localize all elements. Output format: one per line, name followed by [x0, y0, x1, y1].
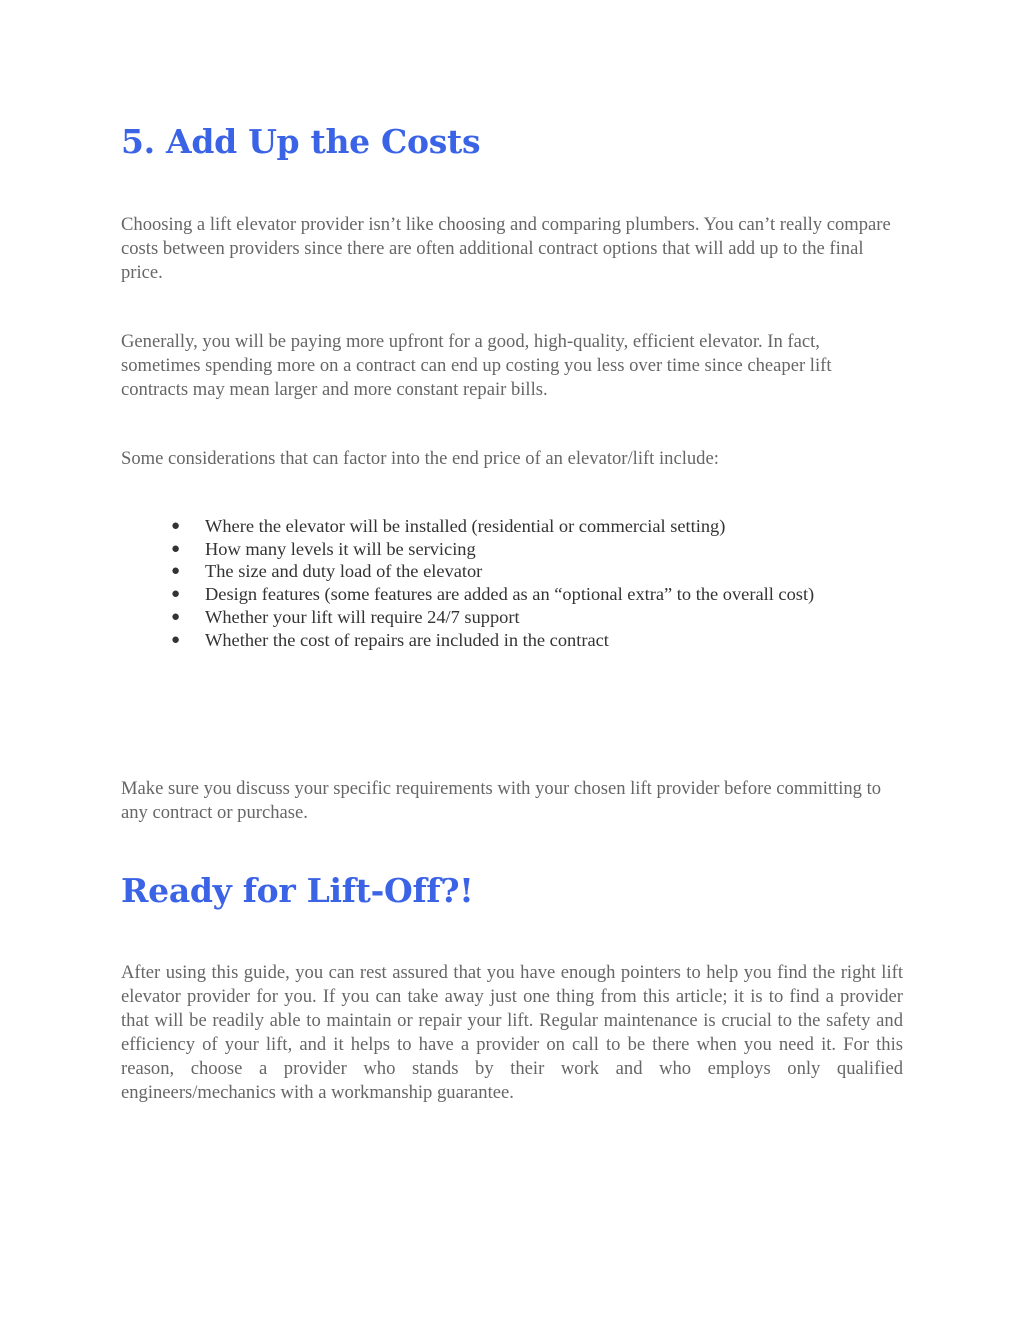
- bullet-icon: ●: [171, 563, 181, 580]
- list-item: [171, 560, 903, 583]
- list-item-text: Whether the cost of repairs are included in the contract: [205, 629, 609, 650]
- list-item: [171, 606, 903, 629]
- costs-paragraph-1: Choosing a lift elevator provider isn’t like choosing and comparing plumbers. You can’t really compare costs between providers since there are often additional contract options that will add up to the final price.: [121, 214, 891, 283]
- costs-paragraph-4: Make sure you discuss your specific requirements with your chosen lift provider before committing to any contract or purchase.: [121, 778, 882, 823]
- list-item-text: How many levels it will be servicing: [205, 538, 476, 559]
- ready-paragraph-1: After using this guide, you can rest assured that you have enough pointers to help you find the right lift elevator provider for you. If you can take away just one thing from this article; it is to find a provider that will be readily able to maintain or repair your lift. Regular maintenance is crucial to the safety and efficiency of your lift, and it helps to have a provider on call to be there when you need it. For this reason, choose a provider who stands by their work and who employs only qualified engineers/mechanics with a workmanship guarantee.: [121, 962, 903, 1103]
- costs-paragraph-3: Some considerations that can factor into the end price of an elevator/lift include:: [121, 448, 719, 469]
- list-item-text: Where the elevator will be installed (residential or commercial setting): [205, 516, 726, 536]
- list-item-text: Whether your lift will require 24/7 support: [205, 606, 520, 627]
- list-item: [171, 538, 903, 561]
- bullet-icon: ●: [171, 540, 181, 557]
- list-item: [171, 629, 903, 652]
- list-item-text: The size and duty load of the elevator: [205, 561, 483, 582]
- list-item: [171, 583, 903, 606]
- bullet-icon: ●: [171, 518, 181, 534]
- section-heading-add-up-costs: 5. Add Up the Costs: [121, 122, 481, 161]
- bullet-icon: ●: [171, 608, 181, 625]
- list-item-text: Design features (some features are added as an “optional extra” to the overall cost): [205, 584, 815, 605]
- costs-paragraph-2: Generally, you will be paying more upfront for a good, high-quality, efficient elevator. In fact, sometimes spending more on a contract can end up costing you less over time since cheaper lift contracts may mean larger and more constant repair bills.: [121, 331, 832, 400]
- list-item: [171, 515, 903, 538]
- bullet-icon: ●: [171, 586, 181, 603]
- bullet-icon: ●: [171, 631, 181, 648]
- section-heading-ready-for-lift-off: Ready for Lift-Off?!: [121, 871, 474, 910]
- cost-considerations-list: [171, 515, 903, 651]
